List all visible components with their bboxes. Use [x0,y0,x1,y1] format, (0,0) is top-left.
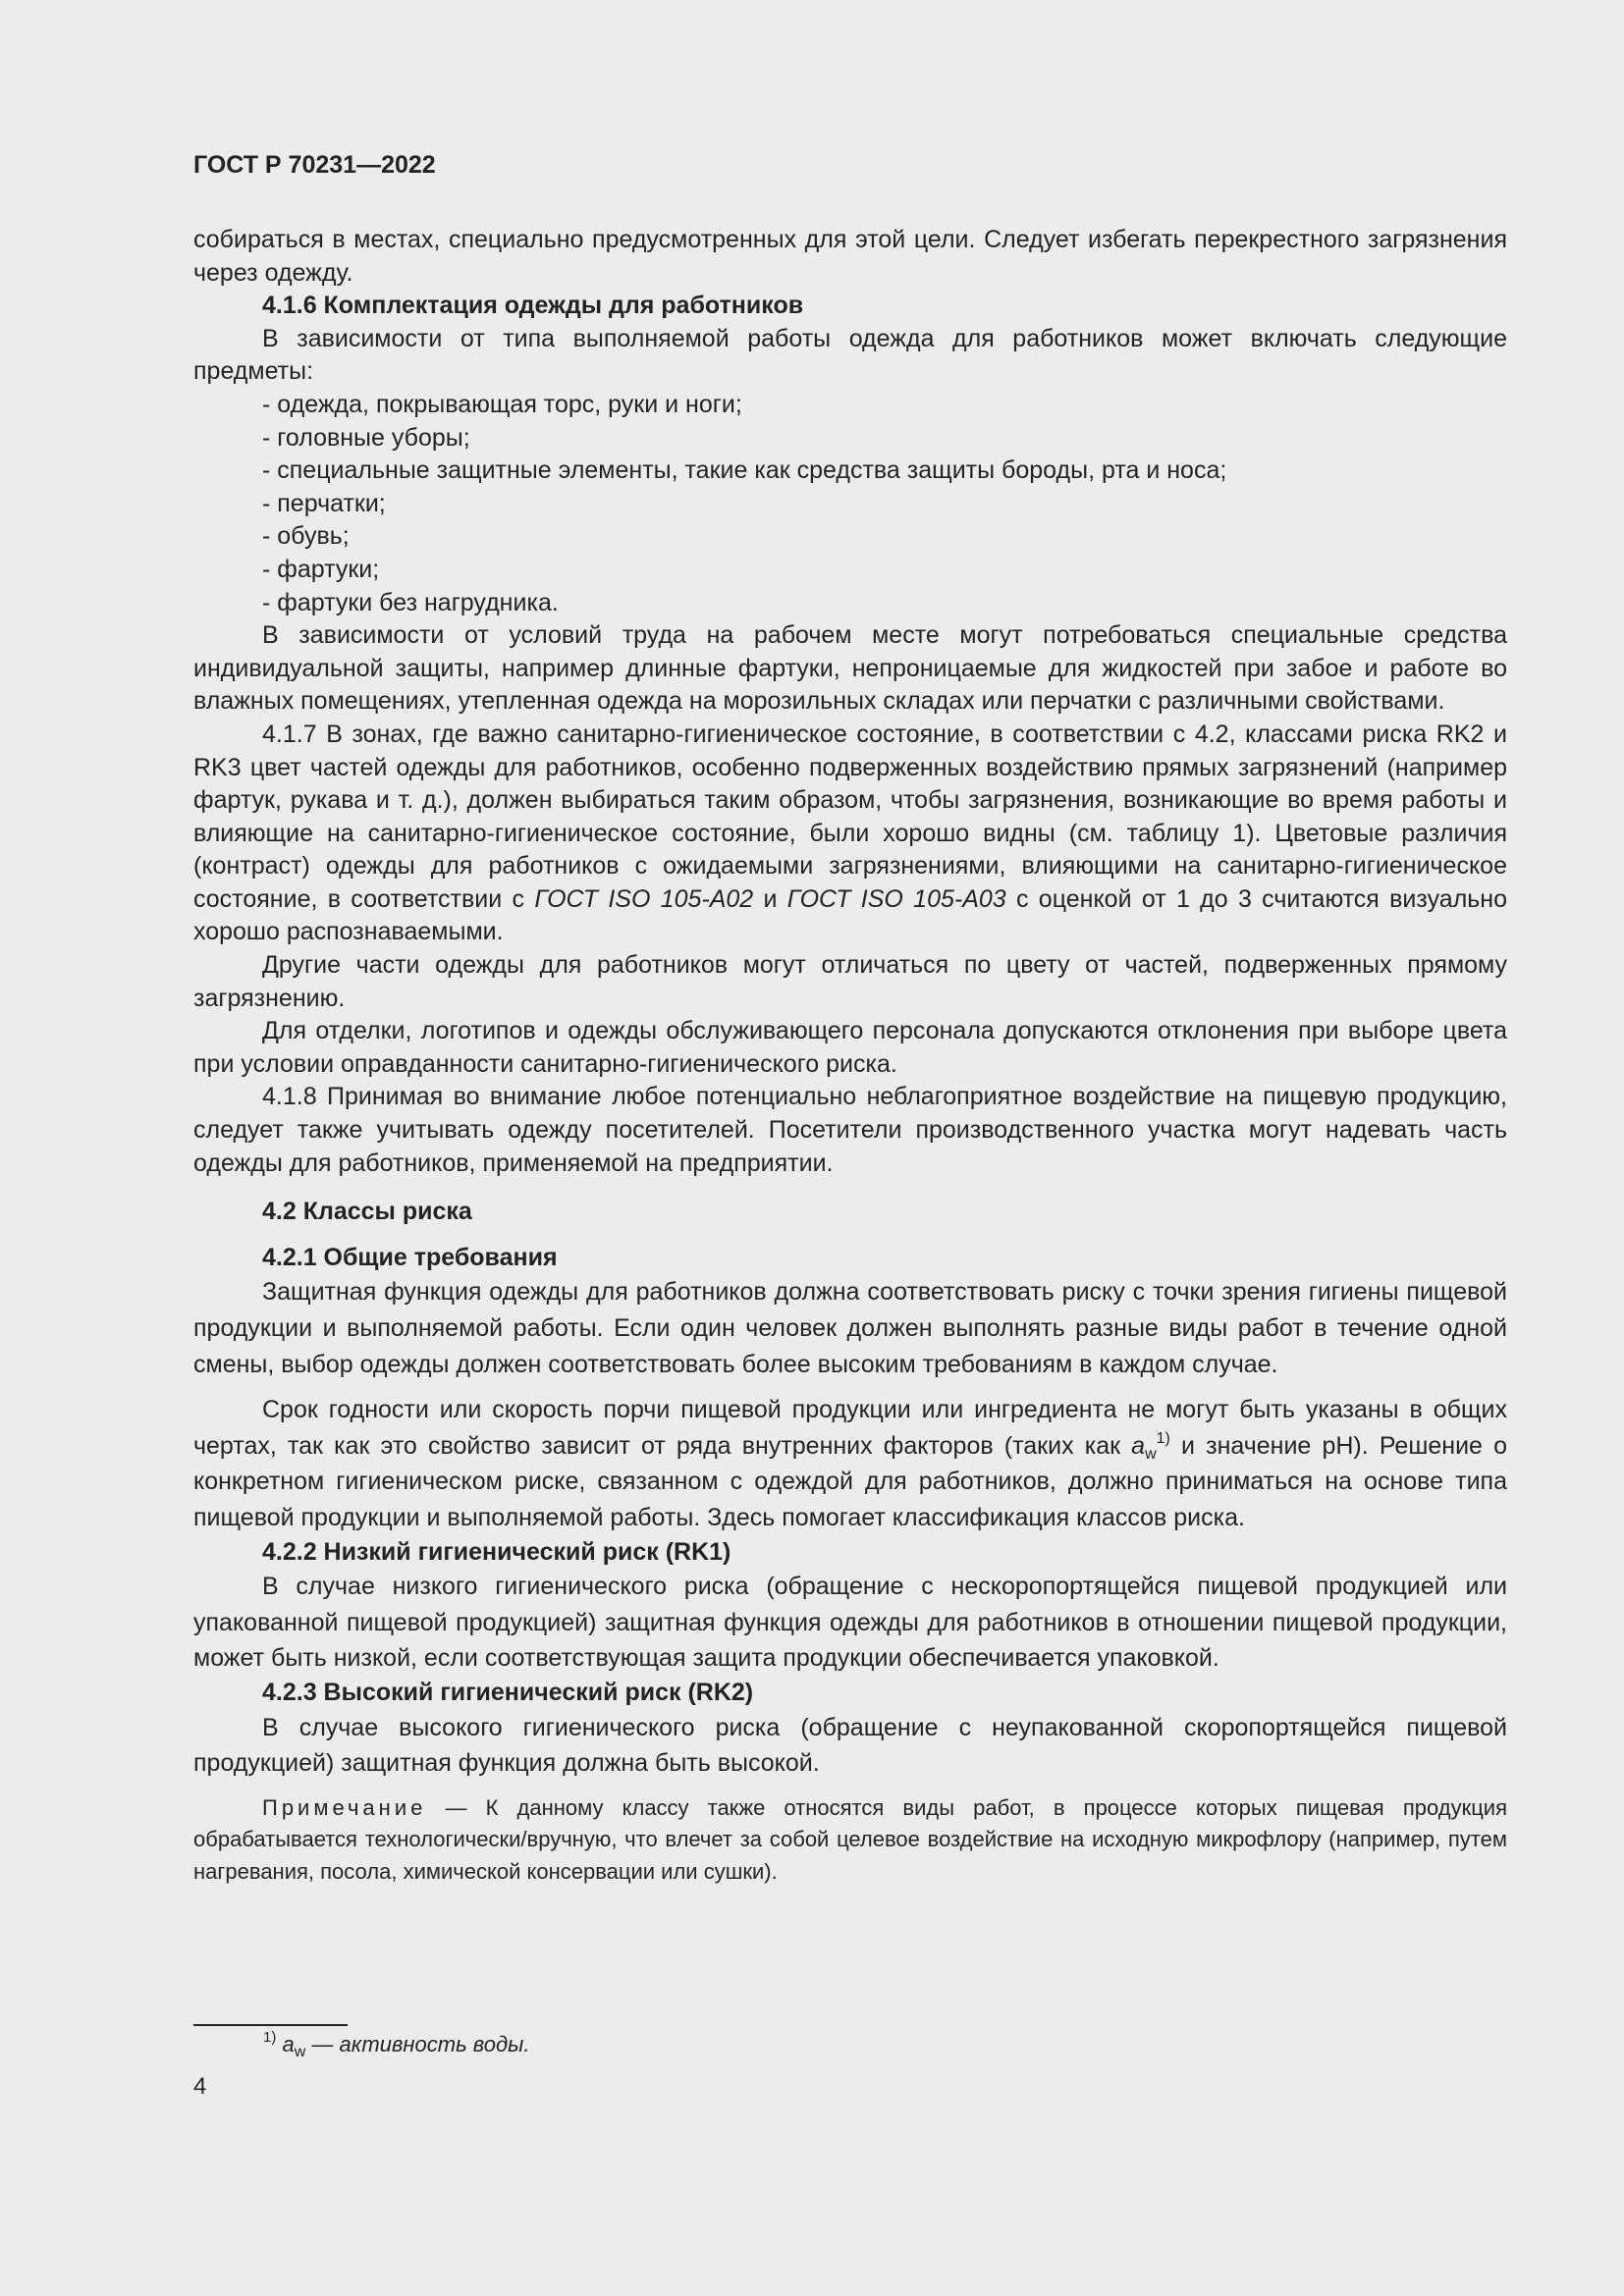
running-header: ГОСТ Р 70231—2022 [193,151,436,179]
paragraph-4-2-1-b-end: и значение pH). Решение о конкретном гигиеническом риске, связанном с одеждой для работников, должно приниматься на основе типа пищевой продукции и выполняемой работы. Здесь помогает классификация классов риска. [193,1431,1507,1531]
footnote-reference: 1) [1156,1429,1170,1447]
paragraph-ppe: В зависимости от условий труда на рабочем месте могут потребоваться специальные средства индивидуальной защиты, например длинные фартуки, непроницаемые для жидкостей при забое и работе во влажных помещениях, утепленная одежда на морозильных складах или перчатки с различными свойствами. [193,621,1507,716]
footnote-symbol: a [282,2032,295,2056]
footnote-text: — активность воды. [305,2032,530,2056]
list-item: - одежда, покрывающая торс, руки и ноги; [262,390,742,418]
heading-4-2: 4.2 Классы риска [262,1198,472,1226]
heading-4-2-1: 4.2.1 Общие требования [262,1243,558,1271]
water-activity-symbol: a [1131,1431,1146,1460]
body-text [193,224,1507,1888]
paragraph-4-2-3: В случае высокого гигиенического риска (обращение с неупакованной скоропортящейся пищевой продукцией) защитная функция должна быть высокой. [193,1713,1507,1778]
paragraph-4-1-6-intro: В зависимости от типа выполняемой работы одежда для работников может включать следующие предметы: [193,324,1507,386]
paragraph-4-1-7-end: с оценкой от 1 до 3 считаются визуально хорошо распознаваемыми. [193,884,1508,946]
paragraph-4-1-7 [193,719,1507,949]
standard-reference: ГОСТ ISO 105-A02 [534,884,754,913]
heading-4-2-2: 4.2.2 Низкий гигиенический риск (RK1) [262,1537,731,1566]
list-item: - головные уборы; [262,423,470,452]
list-item: - перчатки; [262,489,386,517]
heading-4-1-6: 4.1.6 Комплектация одежды для работников [262,292,804,320]
list-item: - обувь; [262,522,350,551]
paragraph-4-1-7-text: 4.1.7 В зонах, где важно санитарно-гигиеническое состояние, в соответствии с 4.2, классами риска RK2 и RK3 цвет частей одежды для работников, особенно подверженных воздействию прямых загрязнений (например фартук, рукава и т. д.), должен выбираться таким образом, чтобы загрязнения, возникающие во время работы и влияющие на санитарно-гигиеническое состояние, были хорошо видны (см. таблицу 1). Цветовые различия (контраст) одежды для работников с ожидаемыми загрязнениями, влияющими на санитарно-гигиеническое состояние, в соответствии с [193,720,1507,913]
paragraph-4-2-1-a: Защитная функция одежды для работников должна соответствовать риску с точки зрения гигиены пищевой продукции и выполняемой работы. Если один человек должен выполнять разные виды работ в течение одной смены, выбор одежды должен соответствовать более высоким требованиям в каждом случае. [193,1278,1507,1378]
page-number: 4 [193,2073,207,2100]
note-text: — К данному классу также относятся виды работ, в процессе которых пищевая продукция обрабатывается технологически/вручную, что влечет за собой целевое воздействие на исходную микрофлору (например, путем нагревания, посола, химической консервации или сушки). [193,1794,1507,1884]
list-item: - специальные защитные элементы, такие как средства защиты бороды, рта и носа; [262,456,1227,485]
footnote [263,2030,529,2059]
conjunction: и [753,884,787,913]
water-activity-subscript: w [1145,1445,1157,1463]
note [193,1792,1507,1889]
footnote-marker: 1) [263,2029,277,2046]
list-item: - фартуки без нагрудника. [262,588,559,616]
list-item: - фартуки; [262,555,380,583]
note-label: Примечание [262,1794,427,1820]
paragraph-logos: Для отделки, логотипов и одежды обслуживающего персонала допускаются отклонения при выборе цвета при условии оправданности санитарно-гигиенического риска. [193,1017,1507,1078]
paragraph-other-parts: Другие части одежды для работников могут отличаться по цвету от частей, подверженных прямому загрязнению. [193,951,1507,1012]
standard-reference: ГОСТ ISO 105-A03 [786,884,1006,913]
heading-4-2-3: 4.2.3 Высокий гигиенический риск (RK2) [262,1678,754,1706]
continued-paragraph: собираться в местах, специально предусмотренных для этой цели. Следует избегать перекрестного загрязнения через одежду. [193,226,1507,287]
footnote-separator [193,2024,348,2026]
paragraph-4-2-1-b-start: Срок годности или скорость порчи пищевой продукции или ингредиента не могут быть указаны в общих чертах, так как это свойство зависит от ряда внутренних факторов (таких как [193,1396,1507,1460]
paragraph-4-1-8: 4.1.8 Принимая во внимание любое потенциально неблагоприятное воздействие на пищевую продукцию, следует также учитывать одежду посетителей. Посетители производственного участка могут надевать часть одежды для работников, применяемой на предприятии. [193,1083,1507,1177]
paragraph-4-2-1-b [193,1392,1507,1535]
footnote-subscript: w [294,2044,306,2060]
paragraph-4-2-2: В случае низкого гигиенического риска (обращение с нескоропортящейся пищевой продукцией или упакованной пищевой продукцией) защитная функция одежды для работников в отношении пищевой продукции, может быть низкой, если соответствующая защита продукции обеспечивается упаковкой. [193,1573,1507,1673]
